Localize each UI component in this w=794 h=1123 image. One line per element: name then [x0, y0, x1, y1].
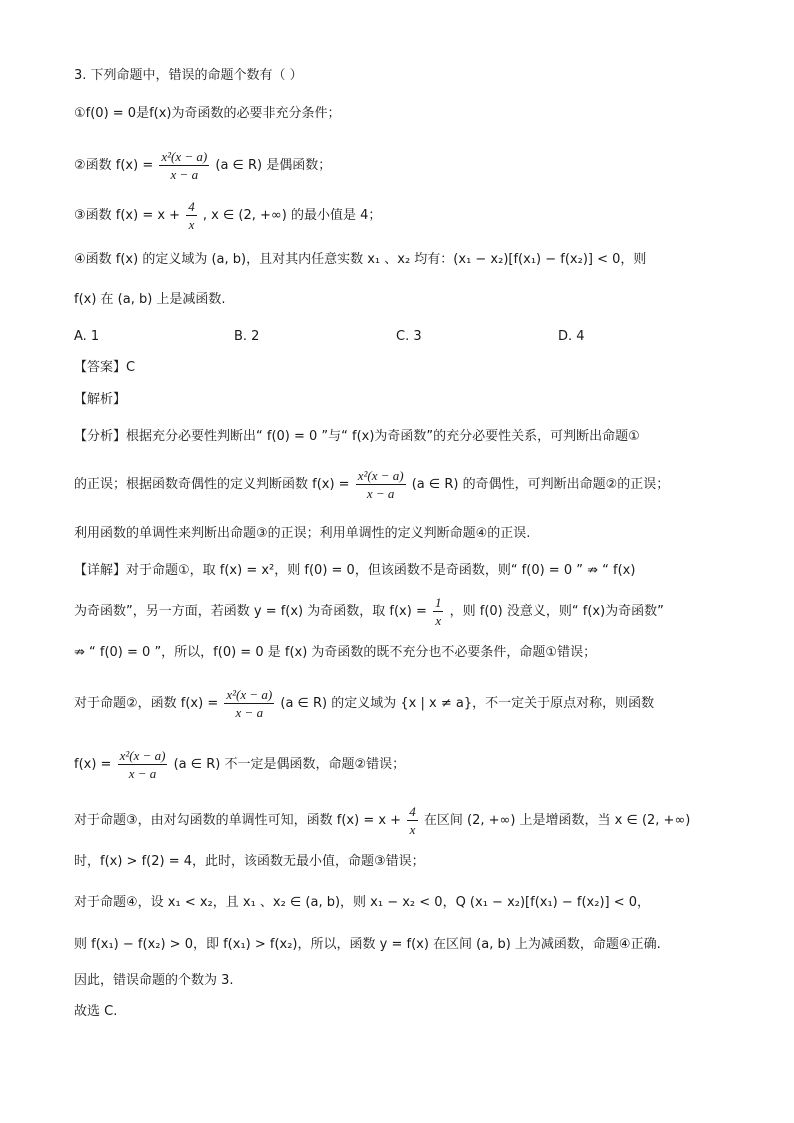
- fraction-denominator: x: [435, 613, 442, 628]
- detail-line-6-fraction: [407, 803, 418, 838]
- proposition-2-prefix: ②函数 f(x) =: [74, 158, 154, 173]
- detail-line-5-fraction: [118, 747, 168, 782]
- detail-line-4-fraction: [224, 686, 274, 721]
- proposition-2-suffix: (a ∈ R) 是偶函数；: [215, 158, 332, 173]
- detail-line-4: [74, 686, 654, 721]
- detail-line-4-suffix: (a ∈ R) 的定义域为 {x | x ≠ a}，不一定关于原点对称，则函数: [280, 696, 655, 711]
- detail-line-8: 对于命题④，设 x₁ < x₂，且 x₁ 、x₂ ∈ (a, b)，则 x₁ − x₂ < 0，Q (x₁ − x₂)[f(x₁) − f(x₂)] < 0，: [74, 895, 651, 910]
- detail-line-7: 时，f(x) > f(2) = 4，此时，该函数无最小值，命题③错误；: [74, 854, 425, 869]
- final-answer-line: 故选 C.: [74, 1004, 118, 1019]
- detail-line-2-prefix: 为奇函数”，另一方面，若函数 y = f(x) 为奇函数，取 f(x) =: [74, 604, 427, 619]
- fraction-denominator: x: [409, 822, 416, 837]
- overview-fraction: [356, 467, 406, 502]
- overview-line-2-suffix: (a ∈ R) 的奇偶性，可判断出命题②的正误；: [411, 477, 670, 492]
- detail-line-4-prefix: 对于命题②，函数 f(x) =: [74, 696, 219, 711]
- detail-line-2: [74, 594, 664, 629]
- proposition-4-line-1: ④函数 f(x) 的定义域为 (a, b)，且对其内任意实数 x₁ 、x₂ 均有：(x₁ − x₂)[f(x₁) − f(x₂)] < 0，则: [74, 252, 647, 267]
- detail-line-2-fraction: [433, 594, 444, 629]
- proposition-3-prefix: ③函数 f(x) = x +: [74, 208, 181, 223]
- detail-line-5-suffix: (a ∈ R) 不一定是偶函数，命题②错误；: [173, 757, 406, 772]
- fraction-denominator: x − a: [128, 766, 157, 781]
- detail-line-2-suffix: ，则 f(0) 没意义，则“ f(x)为奇函数”: [449, 604, 664, 619]
- answer-line: [74, 358, 135, 378]
- fraction-numerator: x²(x − a): [119, 748, 166, 763]
- fraction-numerator: x²(x − a): [161, 149, 208, 164]
- option-b: B. 2: [234, 329, 260, 344]
- option-c: C. 3: [396, 329, 422, 344]
- option-d: D. 4: [558, 329, 585, 344]
- fraction-denominator: x: [188, 217, 195, 232]
- detail-line-3: ⇏ “ f(0) = 0 ”，所以，f(0) = 0 是 f(x) 为奇函数的既不充分也不必要条件，命题①错误；: [74, 645, 597, 660]
- analysis-overview-line-3: 利用函数的单调性来判断出命题③的正误；利用单调性的定义判断命题④的正误.: [74, 526, 531, 541]
- proposition-4-line-2: f(x) 在 (a, b) 上是减函数.: [74, 292, 226, 307]
- fraction-numerator: x²(x − a): [226, 687, 273, 702]
- detail-line-6-suffix: 在区间 (2, +∞) 上是增函数，当 x ∈ (2, +∞): [423, 813, 691, 828]
- analysis-label: 【解析】: [74, 392, 127, 407]
- detail-line-6: [74, 803, 690, 838]
- analysis-overview-line-2: [74, 467, 669, 502]
- fraction-denominator: x − a: [366, 486, 395, 501]
- fraction-denominator: x − a: [170, 167, 199, 182]
- proposition-3-fraction: [186, 198, 197, 233]
- fraction-numerator: 4: [409, 804, 416, 819]
- overview-line-2-prefix: 的正误；根据函数奇偶性的定义判断函数 f(x) =: [74, 477, 350, 492]
- fraction-numerator: 1: [434, 595, 442, 610]
- detail-line-1: 【详解】对于命题①，取 f(x) = x²，则 f(0) = 0，但该函数不是奇函数，则“ f(0) = 0 ” ⇏ “ f(x): [74, 563, 636, 578]
- proposition-3: [74, 198, 381, 233]
- proposition-1: ①f(0) = 0是f(x)为奇函数的必要非充分条件；: [74, 106, 341, 121]
- proposition-2: [74, 148, 331, 183]
- detail-line-5: [74, 747, 405, 782]
- options-row: [74, 327, 734, 347]
- proposition-2-fraction: [159, 148, 209, 183]
- answer-value: C: [126, 360, 136, 375]
- question-stem: 3. 下列命题中，错误的命题个数有（ ）: [74, 68, 303, 83]
- fraction-denominator: x − a: [235, 705, 264, 720]
- proposition-3-suffix: , x ∈ (2, +∞) 的最小值是 4；: [202, 208, 382, 223]
- option-a: A. 1: [74, 329, 100, 344]
- detail-line-6-prefix: 对于命题③，由对勾函数的单调性可知，函数 f(x) = x +: [74, 813, 402, 828]
- analysis-overview-line-1: 【分析】根据充分必要性判断出“ f(0) = 0 ”与“ f(x)为奇函数”的充分必要性关系，可判断出命题①: [74, 429, 640, 444]
- fraction-numerator: 4: [188, 199, 195, 214]
- fraction-numerator: x²(x − a): [357, 468, 404, 483]
- detail-line-5-prefix: f(x) =: [74, 757, 112, 772]
- conclusion-line: 因此，错误命题的个数为 3.: [74, 973, 234, 988]
- detail-line-9: 则 f(x₁) − f(x₂) > 0，即 f(x₁) > f(x₂)，所以，函数 y = f(x) 在区间 (a, b) 上为减函数，命题④正确.: [74, 937, 661, 952]
- answer-label: 【答案】: [74, 360, 127, 375]
